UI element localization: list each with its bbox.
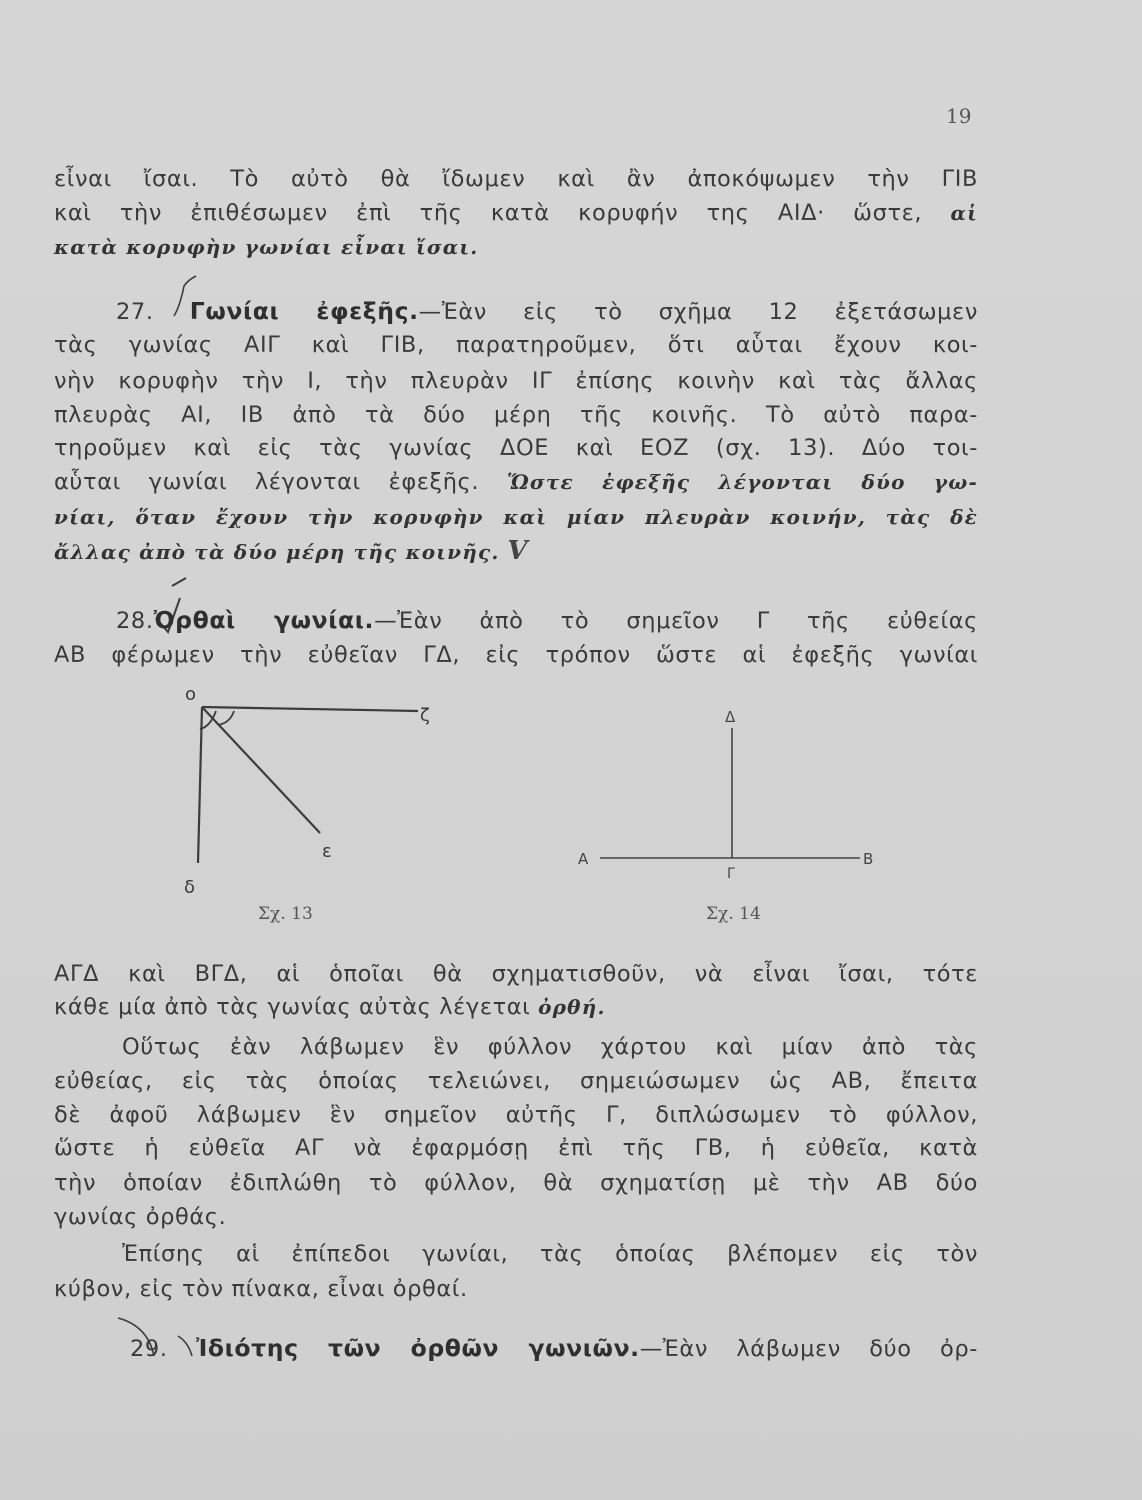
figure-13-vertical-line <box>198 707 202 863</box>
section-number: 29. <box>130 1336 168 1362</box>
text-line: γωνίας ὀρθάς. <box>54 1204 227 1230</box>
italic-text: Ὥστε ἐφεξῆς λέγονται δύο γω- <box>506 470 978 494</box>
text-line <box>54 992 978 1022</box>
section-title: Γωνίαι ἐφεξῆς. <box>189 297 419 325</box>
text-span: κάθε μία ἀπὸ τὰς γωνίας αὐτὰς λέγεται <box>54 994 531 1020</box>
section-number: 27. <box>116 299 154 325</box>
italic-text: ὀρθή. <box>538 995 606 1019</box>
text-line: τηροῦμεν καὶ εἰς τὰς γωνίας ΔΟΕ καὶ ΕΟΖ (σχ. 13). Δύο τοι- <box>54 435 978 461</box>
figure-14 <box>570 700 890 885</box>
figure-13 <box>180 685 440 900</box>
italic-text: νίαι, ὅταν ἔχουν τὴν κορυφὴν καὶ μίαν πλευρὰν κοινήν, τὰς δὲ <box>54 505 978 529</box>
point-label-b: Β <box>863 850 874 868</box>
text-line: εὐθείας, εἰς τὰς ὁποίας τελειώνει, σημειώσωμεν ὡς ΑΒ, ἔπειτα <box>54 1068 978 1094</box>
figure-13-caption: Σχ. 13 <box>258 904 313 924</box>
text-line: ΑΓΔ καὶ ΒΓΔ, αἱ ὁποῖαι θὰ σχηματισθοῦν, νὰ εἶναι ἴσαι, τότε <box>54 961 978 987</box>
point-label-delta: Δ <box>725 708 736 726</box>
text-span: —Ἐὰν λάβωμεν δύο ὀρ- <box>639 1336 978 1362</box>
italic-text: κατὰ κορυφὴν γωνίαι εἶναι ἴσαι. <box>54 235 479 259</box>
text-span: —Ἐὰν εἰς τὸ σχῆμα 12 ἐξετάσωμεν <box>418 299 978 325</box>
page-number: 19 <box>946 104 972 128</box>
text-line: Ἐπίσης αἱ ἐπίπεδοι γωνίαι, τὰς ὁποίας βλέπομεν εἰς τὸν <box>122 1241 978 1267</box>
text-line: δὲ ἀφοῦ λάβωμεν ἓν σημεῖον αὐτῆς Γ, διπλώσωμεν τὸ φύλλον, <box>54 1102 978 1128</box>
point-label-e: ε <box>322 841 332 862</box>
text-span: αὗται γωνίαι λέγονται ἐφεξῆς. <box>54 469 480 495</box>
text-line: εἶναι ἴσαι. Τὸ αὐτὸ θὰ ἴδωμεν καὶ ἂν ἀποκόψωμεν τὴν ΓΙΒ <box>54 166 978 192</box>
figure-13-top-line <box>202 707 418 711</box>
text-line <box>54 198 978 228</box>
text-line <box>54 502 978 532</box>
figure-14-caption: Σχ. 14 <box>706 904 761 924</box>
pencil-tick-mark <box>170 276 210 326</box>
text-span: καὶ τὴν ἐπιθέσωμεν ἐπὶ τῆς κατὰ κορυφήν της ΑΙΔ· ὥστε, <box>54 200 923 226</box>
section-28-heading-line <box>116 605 978 636</box>
figure-13-diagonal-line <box>202 707 320 833</box>
section-29-heading-line <box>130 1333 978 1364</box>
text-line: τὴν ὁποίαν ἐδιπλώθη τὸ φύλλον, θὰ σχηματίσῃ μὲ τὴν ΑΒ δύο <box>54 1170 978 1196</box>
text-line: τὰς γωνίας ΑΙΓ καὶ ΓΙΒ, παρατηροῦμεν, ὅτι αὗται ἔχουν κοι- <box>54 332 978 358</box>
italic-text: ἄλλας ἀπὸ τὰ δύο μέρη τῆς κοινῆς. <box>54 540 500 564</box>
text-line: ὥστε ἡ εὐθεῖα ΑΓ νὰ ἐφαρμόσῃ ἐπὶ τῆς ΓΒ, ἡ εὐθεῖα, κατὰ <box>54 1135 978 1161</box>
text-line <box>54 232 978 262</box>
point-label-g: Γ <box>727 866 735 882</box>
point-label-a: Α <box>578 850 589 868</box>
section-number: 28. <box>116 608 154 634</box>
text-line: κύβον, εἰς τὸν πίνακα, εἶναι ὀρθαί. <box>54 1276 468 1302</box>
angle-arc <box>200 711 234 729</box>
section-title: Ὀρθαὶ γωνίαι. <box>153 606 375 634</box>
italic-text: αἱ <box>950 201 978 225</box>
text-line <box>54 536 978 567</box>
text-span: —Ἐὰν ἀπὸ τὸ σημεῖον Γ τῆς εὐθείας <box>374 608 978 634</box>
checkmark-annotation: V <box>507 536 529 566</box>
text-line: ΑΒ φέρωμεν τὴν εὐθεῖαν ΓΔ, εἰς τρόπον ὥστε αἱ ἐφεξῆς γωνίαι <box>54 642 978 668</box>
point-label-d: δ <box>184 877 196 898</box>
section-27-heading-line <box>116 296 978 327</box>
point-label-z: ζ <box>420 705 430 726</box>
text-line: νὴν κορυφὴν τὴν Ι, τὴν πλευρὰν ΙΓ ἐπίσης κοινὴν καὶ τὰς ἄλλας <box>54 368 978 394</box>
text-line <box>54 467 978 497</box>
text-line: Οὕτως ἐὰν λάβωμεν ἓν φύλλον χάρτου καὶ μίαν ἀπὸ τὰς <box>122 1034 978 1060</box>
section-title: Ἰδιότης τῶν ὀρθῶν γωνιῶν. <box>195 1334 640 1362</box>
text-line: πλευρὰς ΑΙ, ΙΒ ἀπὸ τὰ δύο μέρη τῆς κοινῆς. Τὸ αὐτὸ παρα- <box>54 402 978 428</box>
point-label-o: ο <box>185 684 197 705</box>
